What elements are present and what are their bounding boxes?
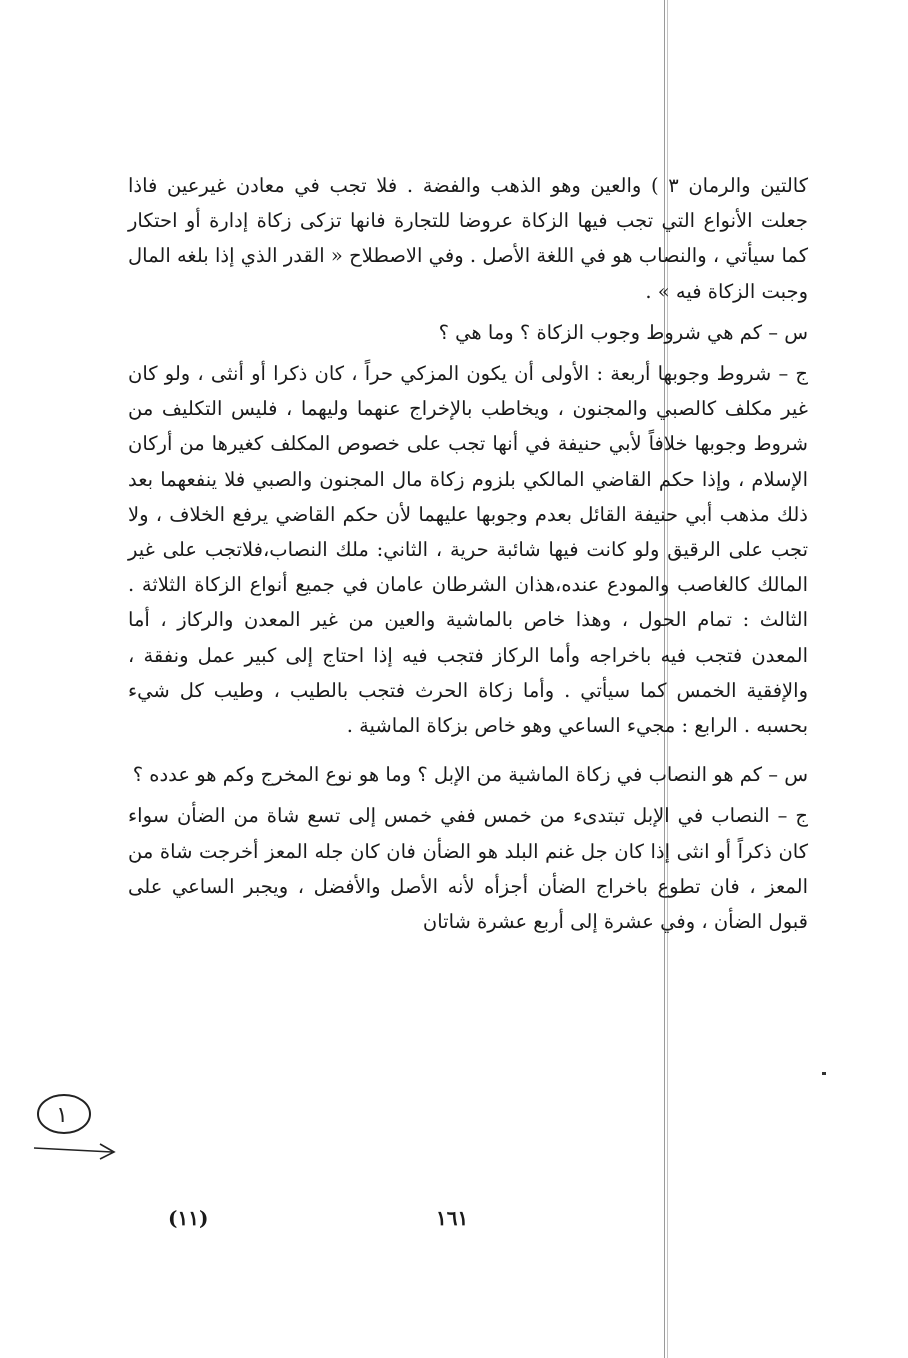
- handwritten-margin-mark: [20, 1090, 120, 1170]
- question-conditions: س – كم هي شروط وجوب الزكاة ؟ وما هي ؟: [438, 320, 808, 344]
- body-text: [128, 168, 808, 939]
- margin-note-number: ١: [56, 1103, 68, 1128]
- answer-camel-nisab: ج – النصاب في الإبل تبتدىء من خمس ففي خمس إلى تسع شاة من الضأن سواء كان ذكراً أو انثى إذا كان جل غنم البلد هو الضأن فان كان جله المعز أخرجت شاة من المعز ، فان تطوع باخراج الضأن أجزأه لأنه الأصل والأفضل ، ويجبر الساعي على قبول الضأن ، وفي عشرة إلى أربع عشرة شاتان: [128, 804, 808, 934]
- paragraph-intro: كالتين والرمان ٣ ) والعين وهو الذهب والفضة . فلا تجب في معادن غيرعين فاذا جعلت الأنواع التي تجب فيها الزكاة عروضا للتجارة فانها تزكى زكاة إدارة أو احتكار كما سيأتي ، والنصاب هو في اللغة الأصل . وفي الاصطلاح « القدر الذي إذا بلغه المال وجبت الزكاة فيه » .: [128, 174, 808, 303]
- signature-mark: (١١): [168, 1206, 209, 1230]
- circled-number-arrow-icon: [20, 1090, 120, 1170]
- page-footer: [0, 1206, 908, 1246]
- page-number: ١٦١: [436, 1206, 469, 1230]
- question-camel-nisab: س – كم هو النصاب في زكاة الماشية من الإبل ؟ وما هو نوع المخرج وكم هو عدده ؟: [132, 763, 808, 787]
- answer-conditions: ج – شروط وجوبها أربعة : الأولى أن يكون المزكي حراً ، كان ذكرا أو أنثى ، ولو كان غير مكلف كالصبي والمجنون ، ويخاطب بالإخراج عنهما وليهما ، فليس التكليف من شروط وجوبها خلافاً لأبي حنيفة في أنها تجب على خصوص المكلف كغيرها من أركان الإسلام ، وإذا حكم القاضي المالكي بلزوم زكاة مال المجنون والصبي فلا ينفعهما بعد ذلك مذهب أبي حنيفة القائل بعدم وجوبها عليهما لأن حكم القاضي يرفع الخلاف ، ولا تجب على الرقيق ولو كانت فيها شائبة حرية ، الثاني: ملك النصاب،فلاتجب على غير المالك كالغاصب والمودع عنده،هذان الشرطان عامان في جميع أنواع الزكاة الثلاثة . الثالث : تمام الحول ، وهذا خاص بالماشية والعين من غير المعدن والركاز ، أما المعدن فتجب فيه باخراجه وأما الركاز فتجب فيه إذا احتاج إلى كبير عمل ونفقة ، والإفقية الخمس كما سيأتي . وأما زكاة الحرث فتجب بالطيب ، وطيب كل شيء بحسبه . الرابع : مجيء الساعي وهو خاص بزكاة الماشية .: [128, 362, 808, 738]
- ink-speck: [822, 1072, 826, 1075]
